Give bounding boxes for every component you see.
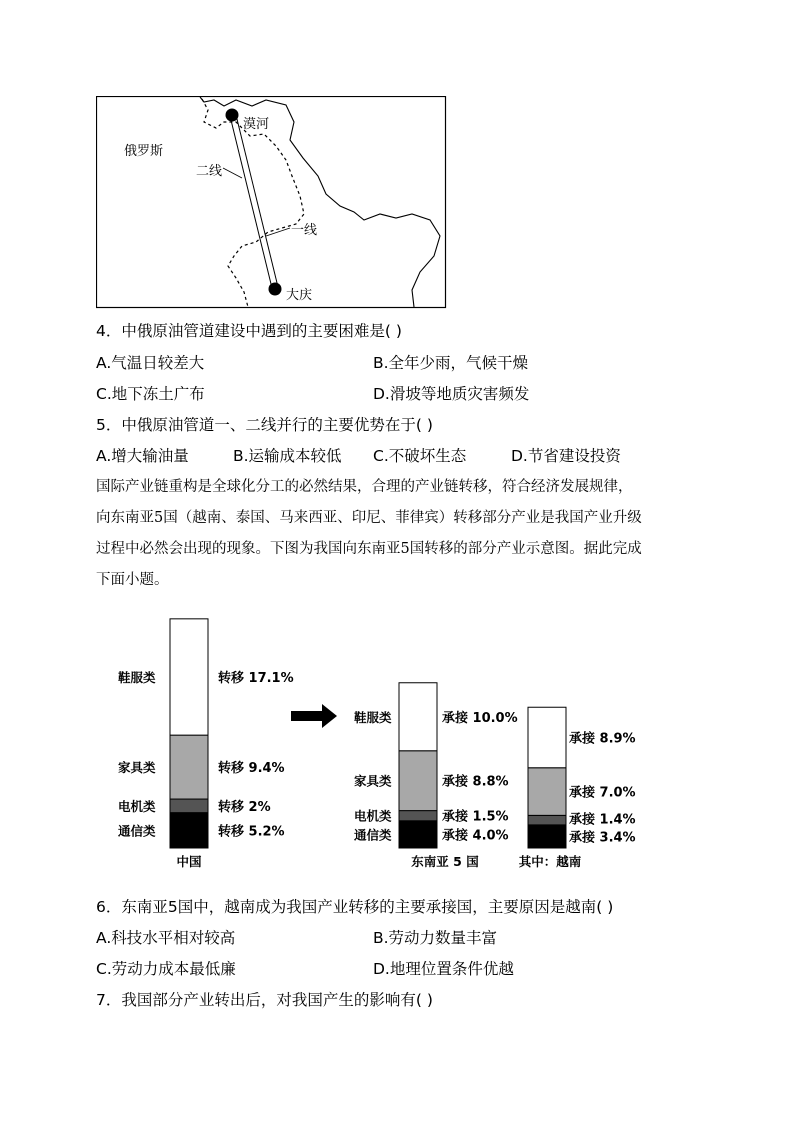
- line1-label: 一线: [291, 223, 318, 238]
- question-6-option-b[interactable]: B.劳动力数量丰富: [373, 929, 498, 947]
- question-5-option-a[interactable]: A.增大输油量: [96, 447, 189, 465]
- bar-segment: [399, 683, 437, 751]
- bar-segment: [528, 768, 566, 816]
- question-5-option-d[interactable]: D.节省建设投资: [511, 447, 621, 465]
- data-label: 转移 5.2%: [218, 824, 285, 840]
- transfer-arrow-icon: [291, 704, 337, 728]
- data-label: 转移 2%: [218, 799, 271, 815]
- category-label: 家具类: [354, 773, 392, 789]
- passage-line-2: 向东南亚5国（越南、泰国、马来西亚、印尼、菲律宾）转移部分产业是我国产业升级: [96, 510, 642, 526]
- data-label: 承接 10.0%: [442, 710, 518, 726]
- category-label: 通信类: [354, 827, 392, 843]
- group-name-label: 其中：越南: [518, 854, 582, 869]
- bar-segment: [170, 735, 208, 799]
- data-label: 承接 8.8%: [442, 774, 509, 790]
- data-label: 承接 1.5%: [442, 809, 509, 825]
- bar-segment: [528, 815, 566, 825]
- question-6-option-d[interactable]: D.地理位置条件优越: [373, 960, 514, 978]
- question-4-option-c[interactable]: C.地下冻土广布: [96, 385, 205, 403]
- data-label: 承接 1.4%: [569, 812, 636, 828]
- question-4-option-a[interactable]: A.气温日较差大: [96, 354, 205, 372]
- bar-segment: [170, 813, 208, 848]
- category-label: 鞋服类: [118, 669, 156, 685]
- bar-segment: [399, 751, 437, 811]
- question-7-stem: 7．我国部分产业转出后，对我国产生的影响有( ): [96, 991, 433, 1009]
- passage-line-4: 下面小题。: [96, 572, 169, 588]
- question-5-option-c[interactable]: C.不破坏生态: [373, 447, 467, 465]
- bar-segment: [170, 619, 208, 735]
- daqing-label: 大庆: [286, 288, 313, 303]
- category-label: 电机类: [118, 798, 156, 814]
- data-label: 承接 7.0%: [569, 785, 636, 801]
- mohe-label: 漠河: [243, 117, 270, 132]
- russia-label: 俄罗斯: [124, 144, 164, 159]
- category-label: 鞋服类: [354, 709, 392, 725]
- bar-segment: [528, 707, 566, 768]
- question-4-option-d[interactable]: D.滑坡等地质灾害频发: [373, 385, 530, 403]
- line2-label: 二线: [196, 164, 223, 179]
- data-label: 承接 3.4%: [569, 830, 636, 846]
- data-label: 承接 4.0%: [442, 828, 509, 844]
- bar-segment: [528, 825, 566, 848]
- data-label: 承接 8.9%: [569, 731, 636, 747]
- passage-line-1: 国际产业链重构是全球化分工的必然结果，合理的产业链转移，符合经济发展规律，: [96, 479, 633, 495]
- question-4-stem: 4．中俄原油管道建设中遇到的主要困难是( ): [96, 322, 402, 340]
- category-label: 家具类: [118, 760, 156, 776]
- group-name-label: 中国: [176, 854, 202, 869]
- question-5-option-b[interactable]: B.运输成本较低: [233, 447, 342, 465]
- question-5-stem: 5．中俄原油管道一、二线并行的主要优势在于( ): [96, 416, 433, 434]
- data-label: 转移 17.1%: [218, 670, 294, 686]
- category-label: 电机类: [354, 808, 392, 824]
- group-name-label: 东南亚 5 国: [411, 854, 479, 869]
- category-label: 通信类: [118, 823, 156, 839]
- question-6-option-a[interactable]: A.科技水平相对较高: [96, 929, 236, 947]
- question-6-option-c[interactable]: C.劳动力成本最低廉: [96, 960, 236, 978]
- bar-segment: [170, 799, 208, 813]
- bar-segment: [399, 811, 437, 821]
- question-6-stem: 6．东南亚5国中，越南成为我国产业转移的主要承接国，主要原因是越南( ): [96, 898, 614, 916]
- data-label: 转移 9.4%: [218, 761, 285, 777]
- question-4-option-b[interactable]: B.全年少雨，气候干燥: [373, 354, 529, 372]
- passage-line-3: 过程中必然会出现的现象。下图为我国向东南亚5国转移的部分产业示意图。据此完成: [96, 541, 642, 557]
- bar-segment: [399, 821, 437, 848]
